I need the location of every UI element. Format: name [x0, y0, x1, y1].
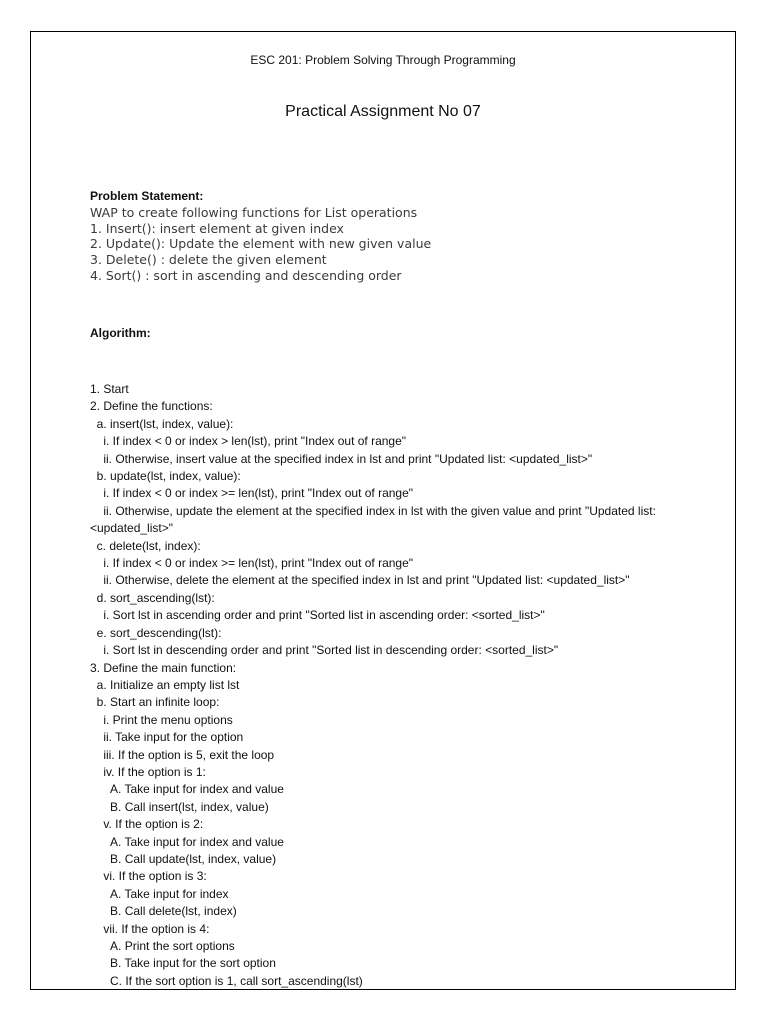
algorithm-line: A. Take input for index: [90, 886, 229, 901]
algorithm-line: ii. Otherwise, insert value at the specified index in lst and print "Updated list: <updated_list>": [90, 451, 593, 466]
algorithm-line: i. If index < 0 or index >= len(lst), print "Index out of range": [90, 556, 414, 571]
algorithm-line: iv. If the option is 1:: [90, 764, 206, 779]
algorithm-line: ii. Otherwise, update the element at the specified index in lst with the given value and print "Updated list: <updated_list>": [90, 503, 660, 536]
course-header: ESC 201: Problem Solving Through Programming: [250, 53, 516, 67]
algorithm-line: i. Sort lst in descending order and print "Sorted list in descending order: <sorted_list>": [90, 643, 559, 658]
algorithm-line: vii. If the option is 4:: [90, 921, 210, 936]
problem-line: 4. Sort() : sort in ascending and descending order: [90, 267, 402, 283]
problem-line: 2. Update(): Update the element with new given value: [90, 236, 432, 252]
algorithm-line: v. If the option is 2:: [90, 817, 204, 832]
algorithm-line: B. Call delete(lst, index): [90, 904, 237, 919]
algorithm-line: B. Take input for the sort option: [90, 956, 276, 971]
algorithm-line: i. Sort lst in ascending order and print "Sorted list in ascending order: <sorted_list>": [90, 608, 545, 623]
problem-statement-heading: Problem Statement:: [90, 189, 204, 203]
algorithm-line: 2. Define the functions:: [90, 399, 213, 414]
algorithm-line: A. Print the sort options: [90, 939, 235, 953]
algorithm-line: i. Print the menu options: [90, 712, 233, 727]
problem-statement-body: [90, 205, 431, 284]
algorithm-line: i. If index < 0 or index > len(lst), print "Index out of range": [90, 434, 407, 449]
algorithm-line: A. Take input for index and value: [90, 834, 284, 849]
algorithm-line: e. sort_descending(lst):: [90, 625, 222, 640]
algorithm-line: b. update(lst, index, value):: [90, 469, 241, 484]
algorithm-line: b. Start an infinite loop:: [90, 695, 220, 710]
algorithm-line: 1. Start: [90, 382, 129, 396]
algorithm-line: ii. Otherwise, delete the element at the specified index in lst and print "Updated list: <updated_list>": [90, 573, 630, 588]
algorithm-line: 3. Define the main function:: [90, 660, 237, 675]
algorithm-line: ii. Take input for the option: [90, 730, 244, 745]
algorithm-line: d. sort_ascending(lst):: [90, 590, 215, 605]
problem-line: WAP to create following functions for List operations: [90, 205, 418, 220]
algorithm-line: iii. If the option is 5, exit the loop: [90, 747, 275, 762]
algorithm-line: B. Call insert(lst, index, value): [90, 799, 269, 814]
document-page: [30, 31, 736, 990]
algorithm-body: [90, 381, 720, 990]
problem-line: 1. Insert(): insert element at given index: [90, 220, 344, 236]
algorithm-line: vi. If the option is 3:: [90, 869, 207, 884]
algorithm-line: a. Initialize an empty list lst: [90, 677, 240, 692]
algorithm-line: C. If the sort option is 1, call sort_ascending(lst): [90, 973, 363, 988]
algorithm-line: B. Call update(lst, index, value): [90, 851, 277, 866]
algorithm-heading: Algorithm:: [90, 326, 151, 340]
algorithm-line: c. delete(lst, index):: [90, 538, 201, 553]
problem-line: 3. Delete() : delete the given element: [90, 252, 327, 268]
algorithm-line: a. insert(lst, index, value):: [90, 416, 234, 431]
algorithm-line: A. Take input for index and value: [90, 782, 284, 797]
assignment-title: Practical Assignment No 07: [285, 103, 481, 120]
algorithm-line: i. If index < 0 or index >= len(lst), print "Index out of range": [90, 486, 414, 501]
